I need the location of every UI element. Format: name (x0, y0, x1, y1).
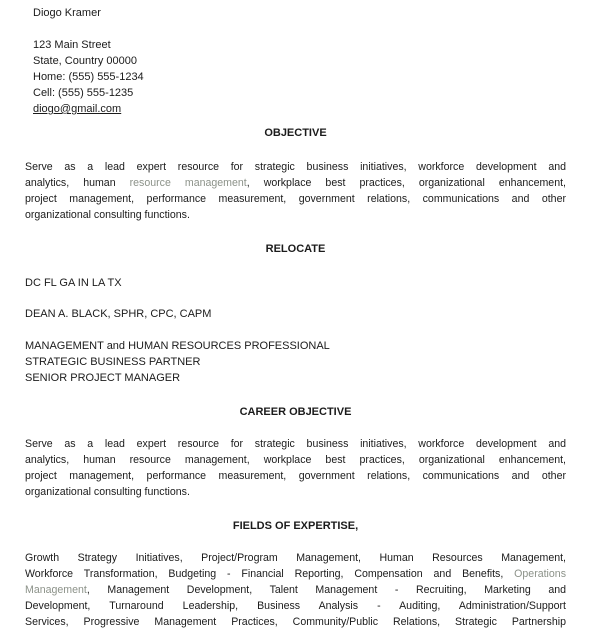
muted-text-segment: resource management (129, 177, 247, 189)
contact-home-phone: Home: (555) 555-1234 (33, 71, 144, 83)
paragraph-line (25, 550, 566, 566)
title-line: MANAGEMENT and HUMAN RESOURCES PROFESSIONAL (25, 340, 330, 352)
contact-name: Diogo Kramer (33, 7, 101, 19)
paragraph-line (25, 598, 566, 614)
paragraph-line (25, 582, 566, 598)
text-segment: Serve as a lead expert resource for strategic business initiatives, workforce development and (25, 161, 566, 173)
paragraph-line (25, 566, 566, 582)
contact-email-line (33, 101, 566, 117)
contact-cell-phone: Cell: (555) 555-1235 (33, 87, 134, 99)
contact-address-street: 123 Main Street (33, 39, 111, 51)
text-segment: , Management Development, Talent Management - Recruiting, Marketing and (86, 584, 566, 596)
relocate-states-line: DC FL GA IN LA TX (25, 277, 122, 289)
paragraph-line (25, 159, 566, 175)
paragraph-line (25, 191, 566, 207)
career-objective-paragraph (25, 436, 566, 500)
paragraph-line (25, 614, 566, 629)
paragraph-line (25, 468, 566, 484)
objective-paragraph (25, 159, 566, 223)
credentials-line: DEAN A. BLACK, SPHR, CPC, CAPM (25, 308, 212, 320)
professional-titles-block (25, 338, 566, 386)
email-link[interactable]: diogo@gmail.com (33, 103, 122, 115)
text-segment: Development, Turnaround Leadership, Business Analysis - Auditing, Administration/Support (25, 600, 566, 612)
contact-block (33, 5, 566, 117)
text-segment: Workforce Transformation, Budgeting - Financial Reporting, Compensation and Benefits, (25, 568, 515, 580)
muted-text-segment: Operations (514, 568, 566, 580)
title-line: STRATEGIC BUSINESS PARTNER (25, 356, 201, 368)
paragraph-line (25, 452, 566, 468)
heading-career-objective: CAREER OBJECTIVE (239, 406, 352, 418)
heading-objective: OBJECTIVE (264, 127, 327, 139)
text-segment: project management, performance measurement, government relations, communications and other (25, 470, 566, 482)
paragraph-line (25, 436, 566, 452)
muted-text-segment: Management (25, 584, 87, 596)
heading-fields-of-expertise: FIELDS OF EXPERTISE, (232, 520, 359, 532)
text-segment: Serve as a lead expert resource for strategic business initiatives, workforce development and (25, 438, 566, 450)
title-line: SENIOR PROJECT MANAGER (25, 372, 181, 384)
contact-address-city: State, Country 00000 (33, 55, 137, 67)
text-segment: Growth Strategy Initiatives, Project/Program Management, Human Resources Management, (25, 552, 566, 564)
text-segment: project management, performance measurement, government relations, communications and other (25, 193, 566, 205)
fields-of-expertise-paragraph (25, 550, 566, 629)
paragraph-line (25, 484, 566, 500)
text-segment: organizational consulting functions. (25, 486, 190, 498)
text-segment: analytics, human (25, 177, 130, 189)
text-segment: , workplace best practices, organizational enhancement, (246, 177, 566, 189)
text-segment: analytics, human resource management, workplace best practices, organizational enhancement, (25, 454, 566, 466)
text-segment: Services, Progressive Management Practices, Community/Public Relations, Strategic Partnership (25, 616, 566, 628)
heading-relocate: RELOCATE (265, 243, 326, 255)
paragraph-line (25, 207, 566, 223)
text-segment: organizational consulting functions. (25, 209, 190, 221)
paragraph-line (25, 175, 566, 191)
